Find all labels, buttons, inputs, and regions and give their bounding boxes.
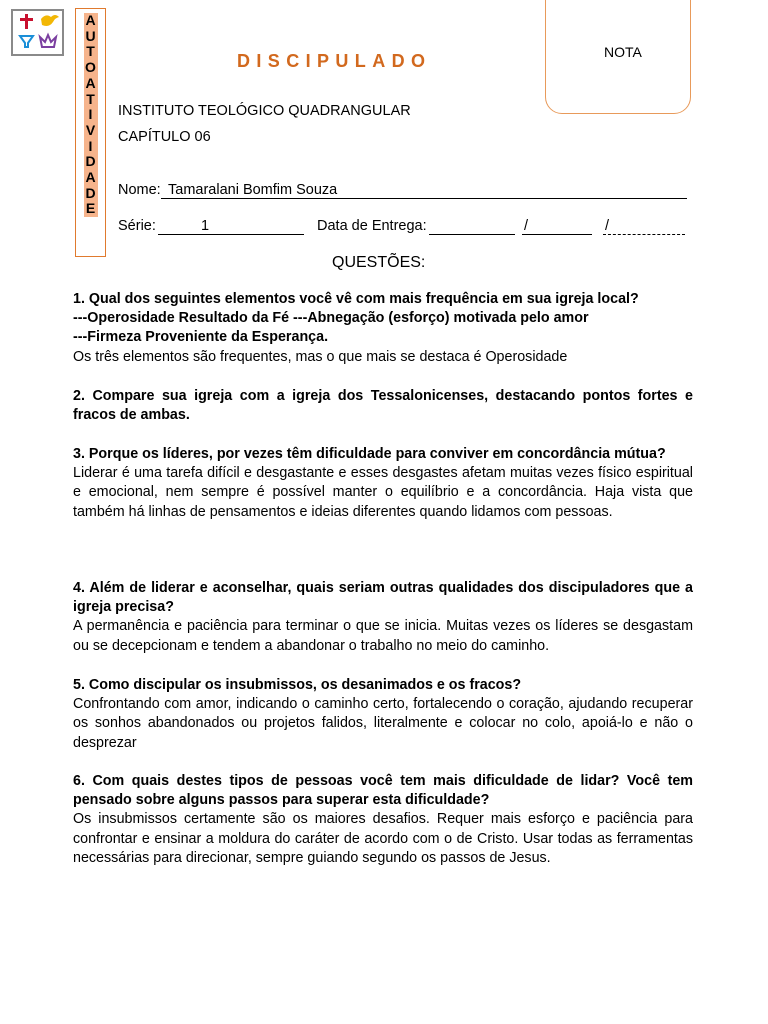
tab-letter: V — [84, 123, 98, 139]
delivery-date-label: Data de Entrega: — [317, 218, 427, 234]
name-underline — [161, 198, 687, 199]
question-block-1 — [73, 290, 693, 367]
answer-text: Os três elementos são frequentes, mas o que mais se destaca é Operosidade — [73, 348, 568, 365]
institution-logo — [11, 9, 64, 56]
question-text: 5. Como discipular os insubmissos, os desanimados e os fracos? — [73, 677, 522, 693]
answer-text: Os insubmissos certamente são os maiores desafios. Requer mais esforço e paciência para confrontar e ensinar a moldura do caráter de acordo com o de Cristo. Usar todas as ferramentas necessárias para direcionar, sempre guiando segundo os passos de Jesus. — [73, 811, 693, 866]
tab-letter: E — [84, 201, 98, 217]
tab-letter: I — [84, 107, 98, 123]
questions-heading: QUESTÕES: — [332, 254, 426, 271]
question-text: 3. Porque os líderes, por vezes têm dificuldade para conviver em concordância mútua? — [73, 446, 666, 462]
tab-letter: A — [85, 169, 96, 186]
date-separator: / — [524, 218, 529, 234]
tab-letter: D — [85, 153, 96, 170]
tab-letter: T — [84, 44, 98, 60]
date-separator: / — [605, 218, 610, 234]
question-block-2 — [73, 387, 693, 425]
page-title: DISCIPULADO — [237, 51, 432, 71]
institute-name: INSTITUTO TEOLÓGICO QUADRANGULAR — [118, 103, 411, 119]
logo-symbols-icon — [13, 11, 62, 54]
tab-letter: D — [85, 184, 96, 201]
date-year-field[interactable] — [603, 234, 685, 235]
tab-letter: O — [85, 59, 96, 76]
serie-field[interactable]: 1 — [201, 218, 210, 234]
name-label: Nome: — [118, 182, 161, 198]
question-text: 6. Com quais destes tipos de pessoas você tem mais dificuldade de lidar? Você tem pensado sobre alguns passos para superar esta dificuldade? — [73, 773, 693, 809]
answer-text: A permanência e paciência para terminar o que se inicia. Muitas vezes os líderes se desgastam ou se decepcionam e tendem a abandonar o trabalho no meio do caminho. — [73, 618, 693, 654]
autoatividade-tab — [75, 8, 106, 257]
question-block-3 — [73, 445, 693, 522]
name-field[interactable]: Tamaralani Bomfim Souza — [168, 182, 338, 198]
date-day-field[interactable] — [429, 234, 515, 235]
chapter-label: CAPÍTULO 06 — [118, 129, 211, 145]
question-text: 4. Além de liderar e aconselhar, quais seriam outras qualidades dos discipuladores que a igreja precisa? — [73, 580, 693, 616]
question-block-6 — [73, 772, 693, 868]
date-month-field[interactable] — [522, 234, 592, 235]
tab-letter: U — [85, 27, 96, 44]
answer-text: Liderar é uma tarefa difícil e desgastante e esses desgastes afetam muitas vezes físico espiritual e emocional, nem sempre é possível manter o equilíbrio e a concordância. Haja vista que também há linhas de pensamentos e ideias diferentes quando lidamos com pessoas. — [73, 465, 693, 520]
answer-text: Confrontando com amor, indicando o caminho certo, fortalecendo o coração, ajudando recuperar os sonhos abandonados ou projetos falidos, literalmente e colocar no colo, apoiá-lo e não o desprezar — [73, 696, 693, 751]
tab-letter: A — [85, 74, 96, 91]
question-text: 2. Compare sua igreja com a igreja dos Tessalonicenses, destacando pontos fortes e fracos de ambas. — [73, 388, 693, 424]
tab-letter: I — [84, 139, 98, 155]
question-text: 1. Qual dos seguintes elementos você vê com mais frequência em sua igreja local? ---Operosidade Resultado da Fé ---Abnegação (esforço) motivada pelo amor ---Firmeza Proveniente da Esperança. — [73, 291, 639, 346]
serie-underline — [158, 234, 304, 235]
serie-label: Série: — [118, 218, 156, 234]
question-block-5 — [73, 676, 693, 753]
grade-label: NOTA — [604, 44, 642, 60]
tab-letter: A — [85, 12, 96, 28]
question-block-4 — [73, 579, 693, 656]
tab-letter: T — [84, 92, 98, 108]
